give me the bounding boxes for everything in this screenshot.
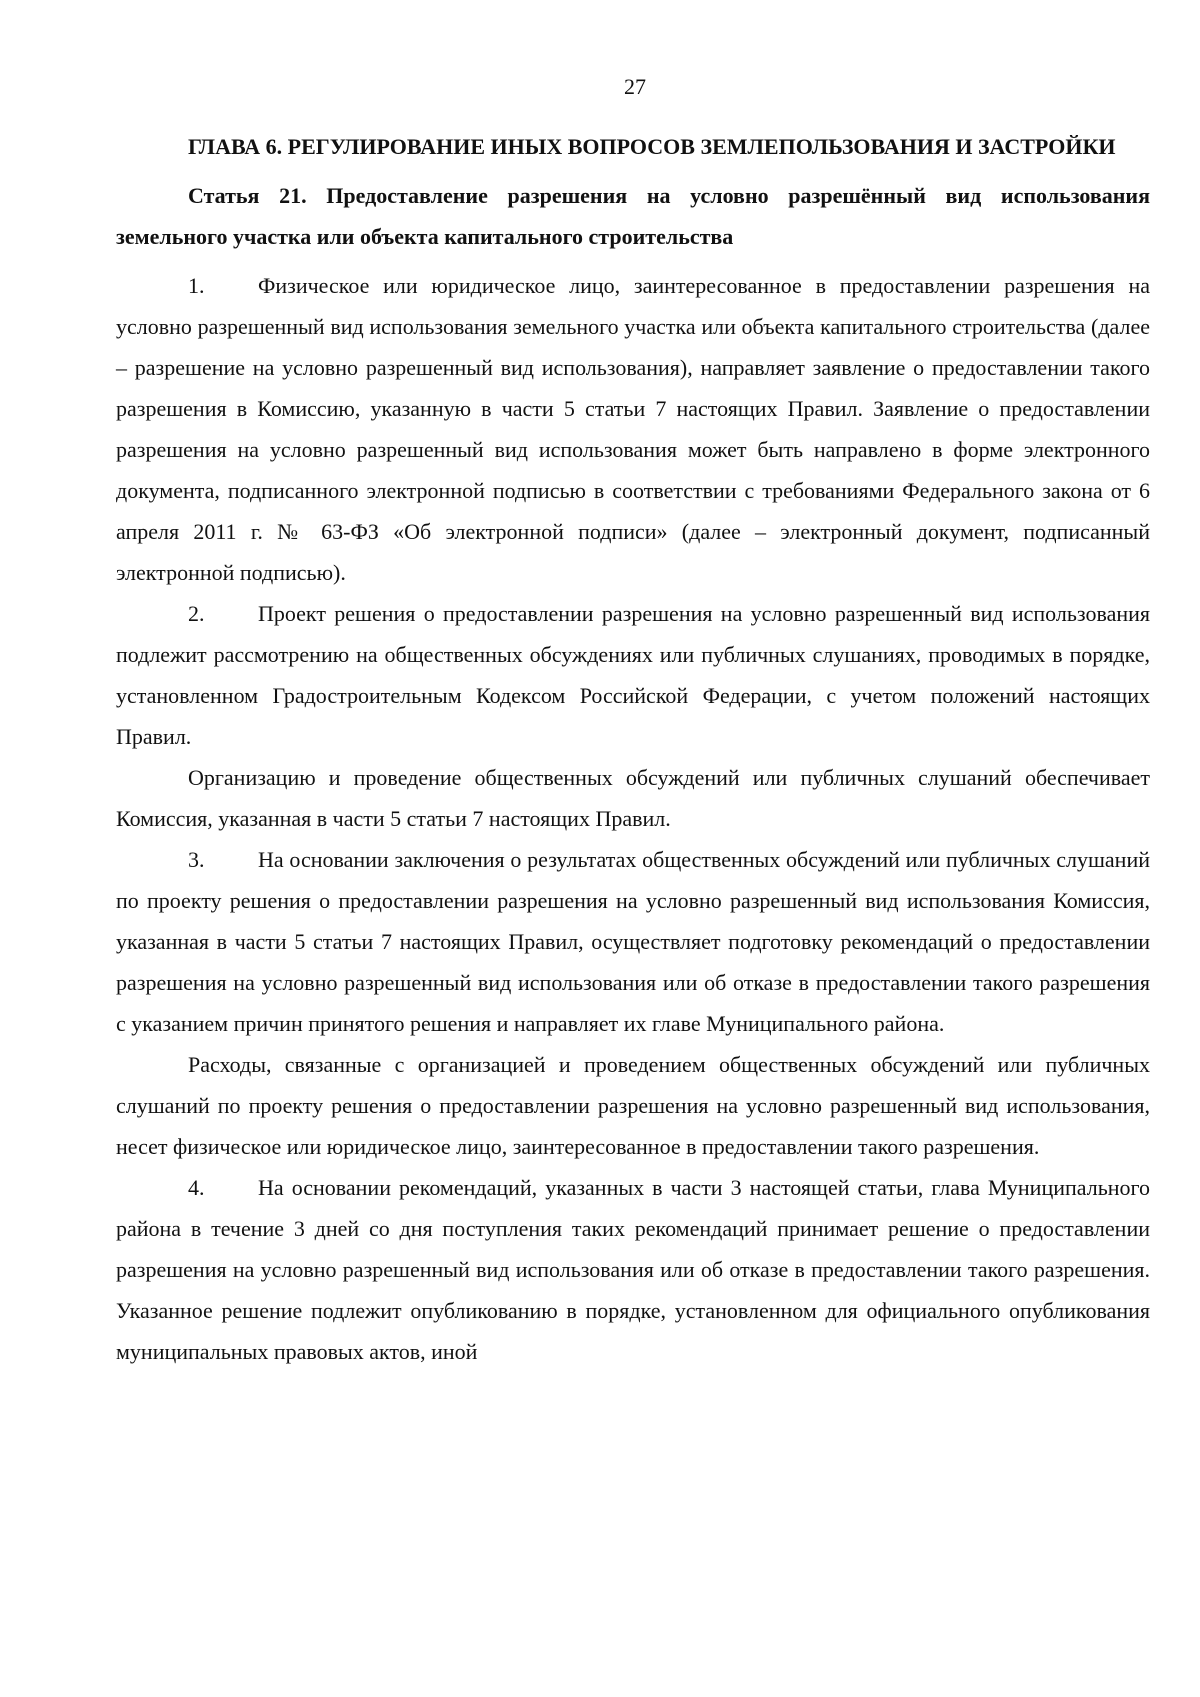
page-number: 27	[624, 74, 646, 99]
paragraph-2-continuation	[116, 757, 1150, 839]
chapter-heading: ГЛАВА 6. РЕГУЛИРОВАНИЕ ИНЫХ ВОПРОСОВ ЗЕМЛЕПОЛЬЗОВАНИЯ И ЗАСТРОЙКИ	[188, 134, 1116, 159]
paragraph-2	[116, 593, 1150, 757]
document-content	[116, 126, 1150, 1372]
paragraph-2-text: Проект решения о предоставлении разрешения на условно разрешенный вид использования подлежит рассмотрению на общественных обсуждениях или публичных слушаниях, проводимых в порядке, установленном Градостроительным Кодексом Российской Федерации, с учетом положений настоящих Правил.	[116, 601, 1150, 749]
paragraph-2-number: 2.	[188, 601, 205, 626]
paragraph-3-text: На основании заключения о результатах общественных обсуждений или публичных слушаний по проекту решения о предоставлении разрешения на условно разрешенный вид использования Комиссия, указанная в части 5 статьи 7 настоящих Правил, осуществляет подготовку рекомендаций о предоставлении разрешения на условно разрешенный вид использования или об отказе в предоставлении такого разрешения с указанием причин принятого решения и направляет их главе Муниципального района.	[116, 847, 1150, 1036]
paragraph-1-text: Физическое или юридическое лицо, заинтересованное в предоставлении разрешения на условно разрешенный вид использования земельного участка или объекта капитального строительства (далее – разрешение на условно разрешенный вид использования), направляет заявление о предоставлении такого разрешения в Комиссию, указанную в части 5 статьи 7 настоящих Правил. Заявление о предоставлении разрешения на условно разрешенный вид использования может быть направлено в форме электронного документа, подписанного электронной подписью в соответствии с требованиями Федерального закона от 6 апреля 2011 г. № 63-ФЗ «Об электронной подписи» (далее – электронный документ, подписанный электронной подписью).	[116, 273, 1150, 585]
paragraph-1-number: 1.	[188, 273, 205, 298]
article-heading: Статья 21. Предоставление разрешения на условно разрешённый вид использования земельного участка или объекта капитального строительства	[116, 183, 1150, 249]
paragraph-3-continuation	[116, 1044, 1150, 1167]
paragraph-1	[116, 265, 1150, 593]
paragraph-3-number: 3.	[188, 847, 205, 872]
paragraph-4-text: На основании рекомендаций, указанных в части 3 настоящей статьи, глава Муниципального района в течение 3 дней со дня поступления таких рекомендаций принимает решение о предоставлении разрешения на условно разрешенный вид использования или об отказе в предоставлении такого разрешения. Указанное решение подлежит опубликованию в порядке, установленном для официального опубликования муниципальных правовых актов, иной	[116, 1175, 1150, 1364]
paragraph-4	[116, 1167, 1150, 1372]
paragraph-2-continuation-text: Организацию и проведение общественных обсуждений или публичных слушаний обеспечивает Комиссия, указанная в части 5 статьи 7 настоящих Правил.	[116, 765, 1150, 831]
paragraph-3	[116, 839, 1150, 1044]
paragraph-4-number: 4.	[188, 1175, 205, 1200]
paragraph-3-continuation-text: Расходы, связанные с организацией и проведением общественных обсуждений или публичных слушаний по проекту решения о предоставлении разрешения на условно разрешенный вид использования, несет физическое или юридическое лицо, заинтересованное в предоставлении такого разрешения.	[116, 1052, 1150, 1159]
